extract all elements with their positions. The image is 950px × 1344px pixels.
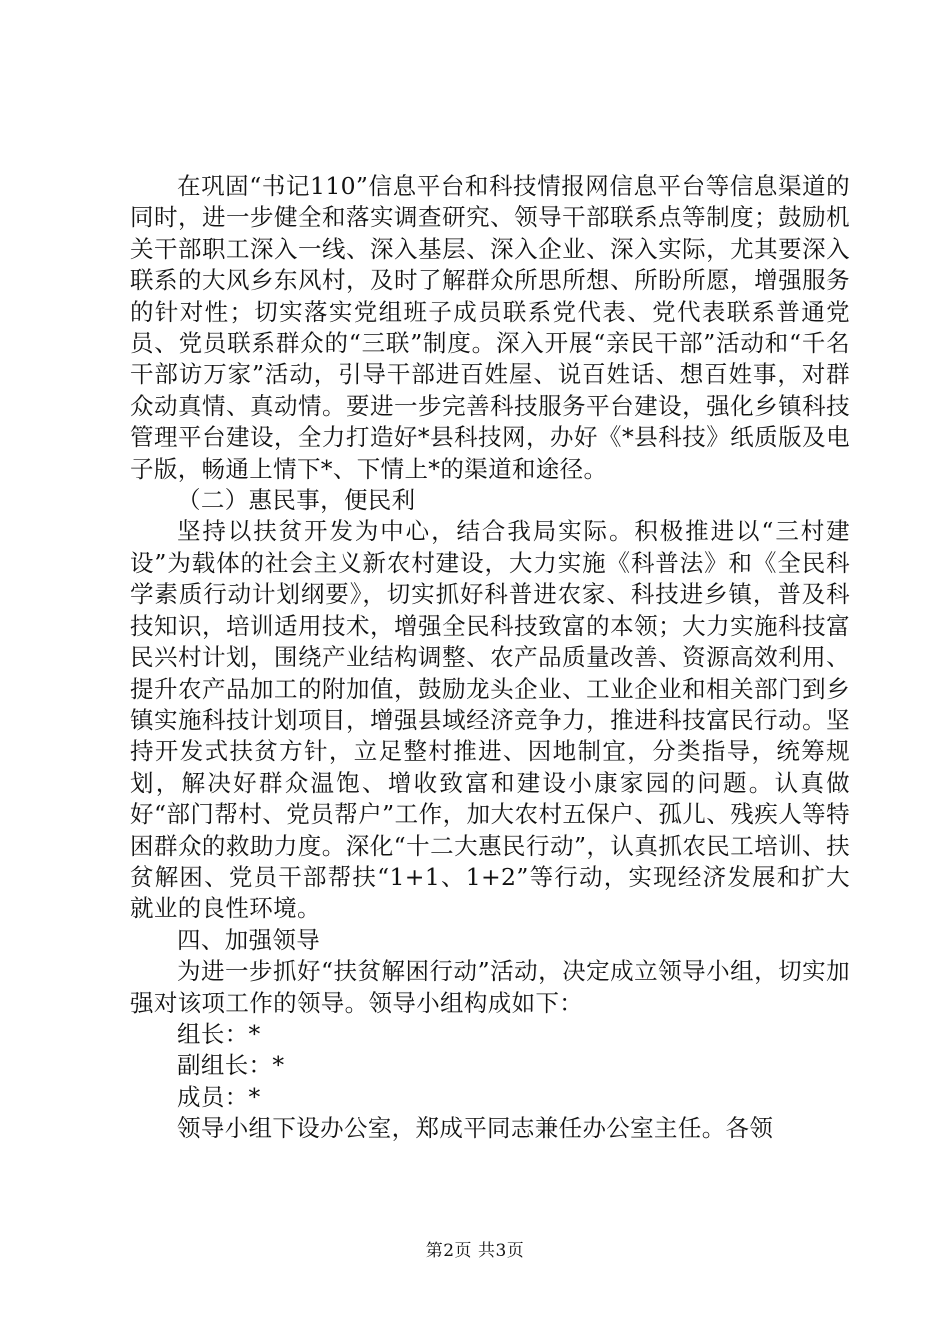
heading-strengthen-leadership: 四、加强领导 — [177, 925, 321, 954]
deputy-leader-line: 副组长：* — [177, 1051, 285, 1080]
document-body — [130, 171, 850, 1145]
paragraph-leading-group: 为进一步抓好“扶贫解困行动”活动，决定成立领导小组，切实加强对该项工作的领导。领导小组构成如下： — [130, 957, 850, 1017]
members-line: 成员：* — [177, 1082, 261, 1111]
group-leader-line: 组长：* — [177, 1019, 261, 1048]
paragraph-poverty-alleviation: 坚持以扶贫开发为中心，结合我局实际。积极推进以“三村建设”为载体的社会主义新农村建设，大力实施《科普法》和《全民科学素质行动计划纲要》，切实抓好科普进农家、科技进乡镇，普及科技知识，培训适用技术，增强全民科技致富的本领；大力实施科技富民兴村计划，围绕产业结构调整、农产品质量改善、资源高效利用、提升农产品加工的附加值，鼓励龙头企业、工业企业和相关部门到乡镇实施科技计划项目，增强县域经济竞争力，推进科技富民行动。坚持开发式扶贫方针，立足整村推进、因地制宜，分类指导，统筹规划，解决好群众温饱、增收致富和建设小康家园的问题。认真做好“部门帮村、党员帮户”工作，加大农村五保户、孤儿、残疾人等特困群众的救助力度。深化“十二大惠民行动”，认真抓农民工培训、扶贫解困、党员干部帮扶“1+1、1+2”等行动，实现经济发展和扩大就业的良性环境。 — [130, 517, 850, 923]
paragraph-info-channels: 在巩固“书记110”信息平台和科技情报网信息平台等信息渠道的同时，进一步健全和落实调查研究、领导干部联系点等制度；鼓励机关干部职工深入一线、深入基层、深入企业、深入实际，尤其要深入联系的大风乡东风村，及时了解群众所思所想、所盼所愿，增强服务的针对性；切实落实党组班子成员联系党代表、党代表联系普通党员、党员联系群众的“三联”制度。深入开展“亲民干部”活动和“千名干部访万家”活动，引导干部进百姓屋、说百姓话、想百姓事，对群众动真情、真动情。要进一步完善科技服务平台建设，强化乡镇科技管理平台建设，全力打造好*县科技网，办好《*县科技》纸质版及电子版，畅通上情下*、下情上*的渠道和途径。 — [130, 172, 850, 483]
subheading-benefit-people: （二）惠民事，便民利 — [177, 486, 416, 515]
page-footer: 第2页 共3页 — [425, 1241, 525, 1261]
paragraph-office: 领导小组下设办公室，郑成平同志兼任办公室主任。各领 — [177, 1114, 774, 1143]
